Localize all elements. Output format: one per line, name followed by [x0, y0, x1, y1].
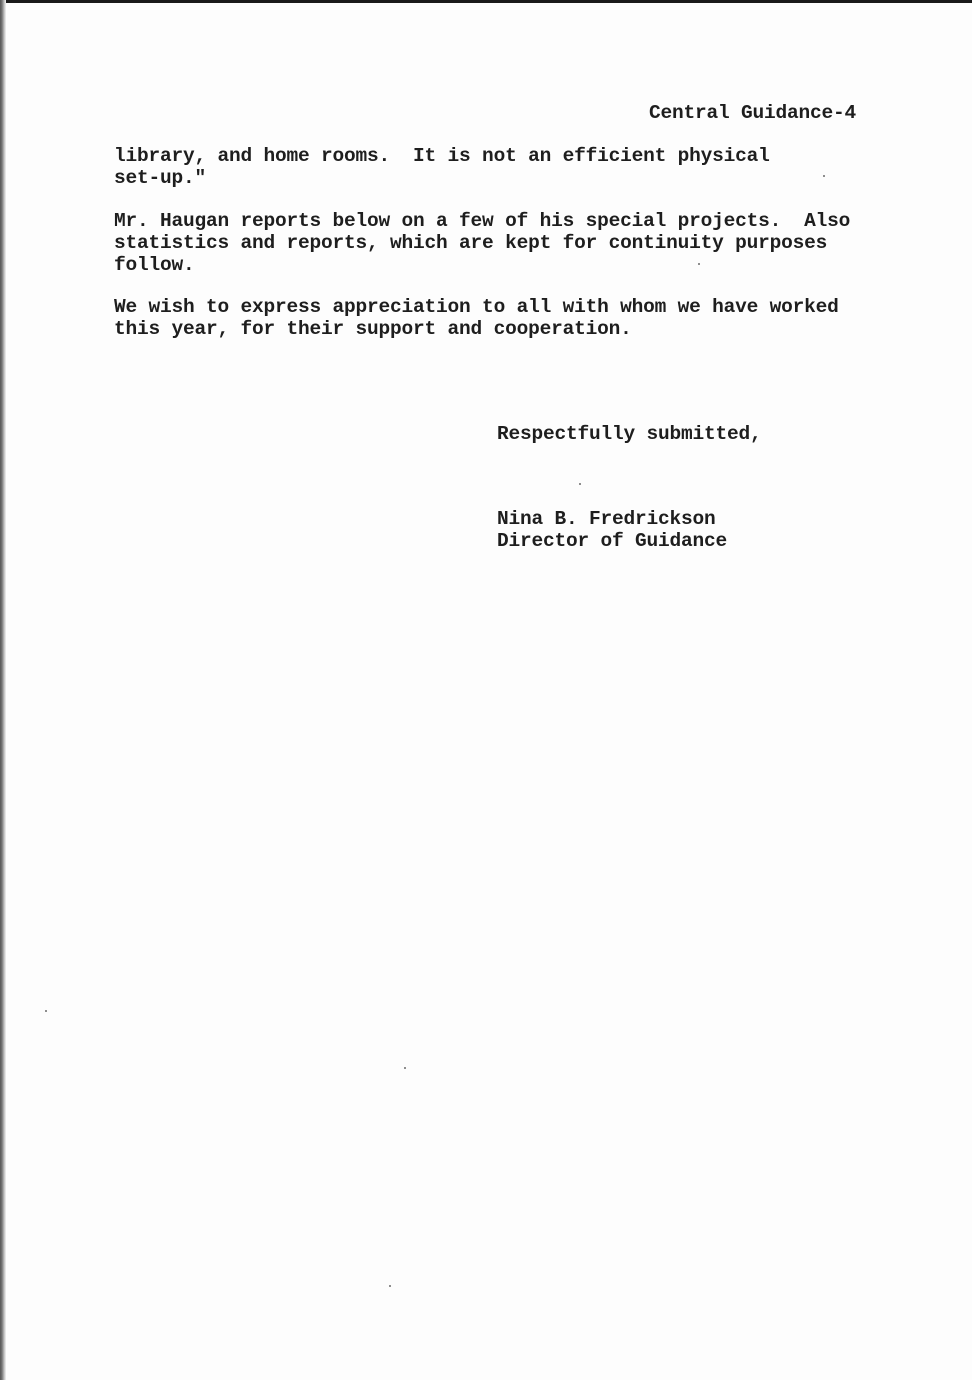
paragraph-1-line-1: library, and home rooms. It is not an efficient physical — [114, 145, 770, 167]
paragraph-3-line-2: this year, for their support and cooperation. — [114, 318, 632, 340]
paragraph-1-line-2: set-up." — [114, 167, 207, 189]
paragraph-2-line-1: Mr. Haugan reports below on a few of his special projects. Also — [114, 210, 851, 232]
paragraph-3-line-1: We wish to express appreciation to all with whom we have worked — [114, 296, 839, 318]
closing-salutation: Respectfully submitted, — [497, 423, 762, 445]
page-left-edge — [0, 0, 6, 1380]
paper-speck — [579, 483, 581, 485]
paper-speck — [45, 1010, 47, 1012]
signer-name: Nina B. Fredrickson — [497, 508, 716, 530]
paper-speck — [698, 263, 700, 265]
paragraph-2-line-2: statistics and reports, which are kept for continuity purposes — [114, 232, 828, 254]
signer-title: Director of Guidance — [497, 530, 728, 552]
paper-speck — [404, 1067, 406, 1069]
paper-speck — [823, 175, 825, 177]
page-header-label: Central Guidance-4 — [649, 102, 857, 124]
paragraph-2-line-3: follow. — [114, 254, 195, 276]
page-top-edge — [0, 0, 972, 3]
paper-speck — [389, 1285, 391, 1287]
